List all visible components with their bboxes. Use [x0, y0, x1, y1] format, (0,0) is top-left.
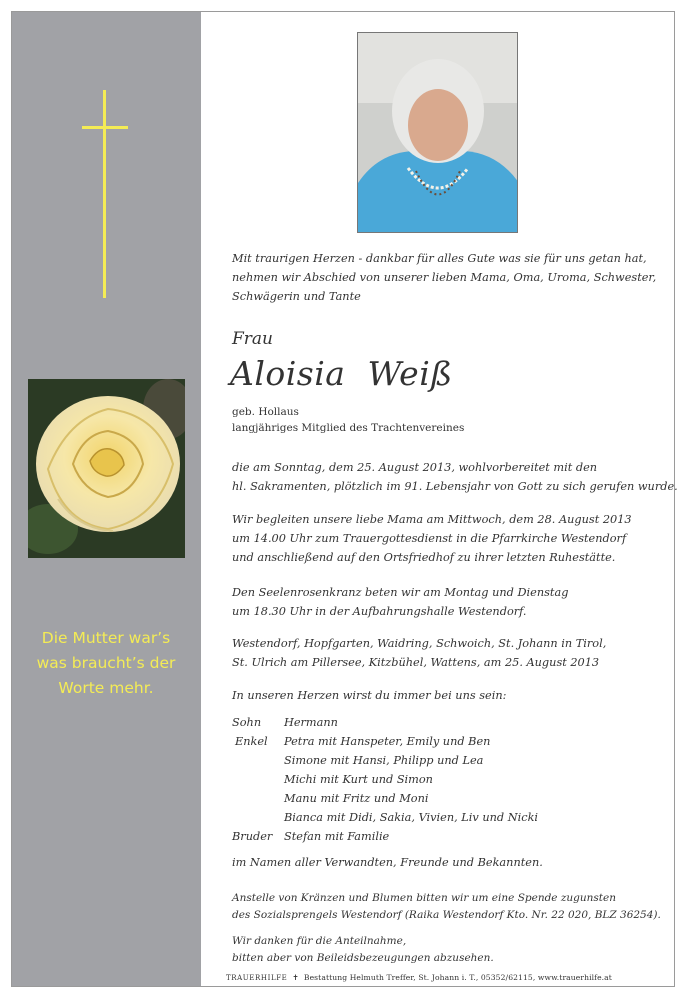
deceased-name: Aloisia Weiß [230, 354, 453, 393]
relative-role: Bruder [232, 830, 273, 843]
sidebar-quote [20, 626, 192, 701]
text-line: Schwägerin und Tante [232, 290, 361, 303]
text-line: Anstelle von Kränzen und Blumen bitten wir um eine Spende zugunsten [232, 892, 616, 904]
relative-names: Manu mit Fritz und Moni [284, 792, 429, 805]
footer-text: Bestattung Helmuth Treffer, St. Johann i. T., 05352/62115, www.trauerhilfe.at [303, 973, 612, 982]
relative-names: Simone mit Hansi, Philipp und Lea [284, 754, 484, 767]
intro-text [232, 249, 656, 306]
salutation: Frau [232, 329, 274, 349]
text-line: bitten aber von Beileidsbezeugungen abzusehen. [232, 952, 494, 964]
footer-logo-icon: ✝ [289, 973, 302, 982]
text-line: Den Seelenrosenkranz beten wir am Montag und Dienstag [232, 586, 569, 599]
cross-icon [103, 90, 106, 298]
portrait-photo [357, 32, 518, 233]
text-line: hl. Sakramenten, plötzlich im 91. Lebensjahr von Gott zu sich gerufen wurde. [232, 480, 678, 493]
relative-role: Enkel [235, 735, 268, 748]
text-line: nehmen wir Abschied von unserer lieben Mama, Oma, Uroma, Schwester, [232, 271, 657, 284]
text-line: Mit traurigen Herzen - dankbar für alles Gute was sie für uns getan hat, [232, 252, 647, 265]
text-line: und anschließend auf den Ortsfriedhof zu ihrer letzten Ruhestätte. [232, 551, 616, 564]
relative-names: Petra mit Hanspeter, Emily und Ben [284, 735, 491, 748]
text-line: um 18.30 Uhr in der Aufbahrungshalle Westendorf. [232, 605, 527, 618]
relative-names: Hermann [284, 716, 338, 729]
rose-image [28, 379, 185, 558]
text-line: Wir begleiten unsere liebe Mama am Mittwoch, dem 28. August 2013 [232, 513, 632, 526]
rosary-info [232, 583, 568, 621]
thanks-text [232, 933, 494, 967]
place-date [232, 634, 606, 672]
quote-line: Worte mehr. [58, 679, 154, 697]
text-line: Westendorf, Hopfgarten, Waidring, Schwoich, St. Johann in Tirol, [232, 637, 607, 650]
relatives-closing: im Namen aller Verwandten, Freunde und Bekannten. [232, 856, 543, 869]
text-line: St. Ulrich am Pillersee, Kitzbühel, Wattens, am 25. August 2013 [232, 656, 600, 669]
text-line: Wir danken für die Anteilnahme, [232, 935, 407, 947]
donation-text [232, 890, 661, 924]
funeral-info [232, 510, 632, 567]
text-line: die am Sonntag, dem 25. August 2013, wohlvorbereitet mit den [232, 461, 598, 474]
footer [226, 973, 612, 982]
relative-role: Sohn [232, 716, 262, 729]
quote-line: Die Mutter war’s [41, 629, 171, 647]
relative-names: Stefan mit Familie [284, 830, 390, 843]
subtitle [232, 404, 464, 436]
text-line: geb. Hollaus [232, 406, 299, 418]
text-line: um 14.00 Uhr zum Trauergottesdienst in die Pfarrkirche Westendorf [232, 532, 627, 545]
quote-line: was braucht’s der [36, 654, 176, 672]
text-line: des Sozialsprengels Westendorf (Raika Westendorf Kto. Nr. 22 020, BLZ 36254). [232, 909, 661, 921]
hearts-line: In unseren Herzen wirst du immer bei uns sein: [232, 689, 507, 702]
relative-names: Michi mit Kurt und Simon [284, 773, 433, 786]
death-notice [232, 458, 678, 496]
relative-names: Bianca mit Didi, Sakia, Vivien, Liv und Nicki [284, 811, 539, 824]
footer-brand: TRAUERHILFE [226, 974, 288, 982]
cross-icon-bar [82, 126, 128, 129]
text-line: langjähriges Mitglied des Trachtenvereines [232, 422, 465, 434]
